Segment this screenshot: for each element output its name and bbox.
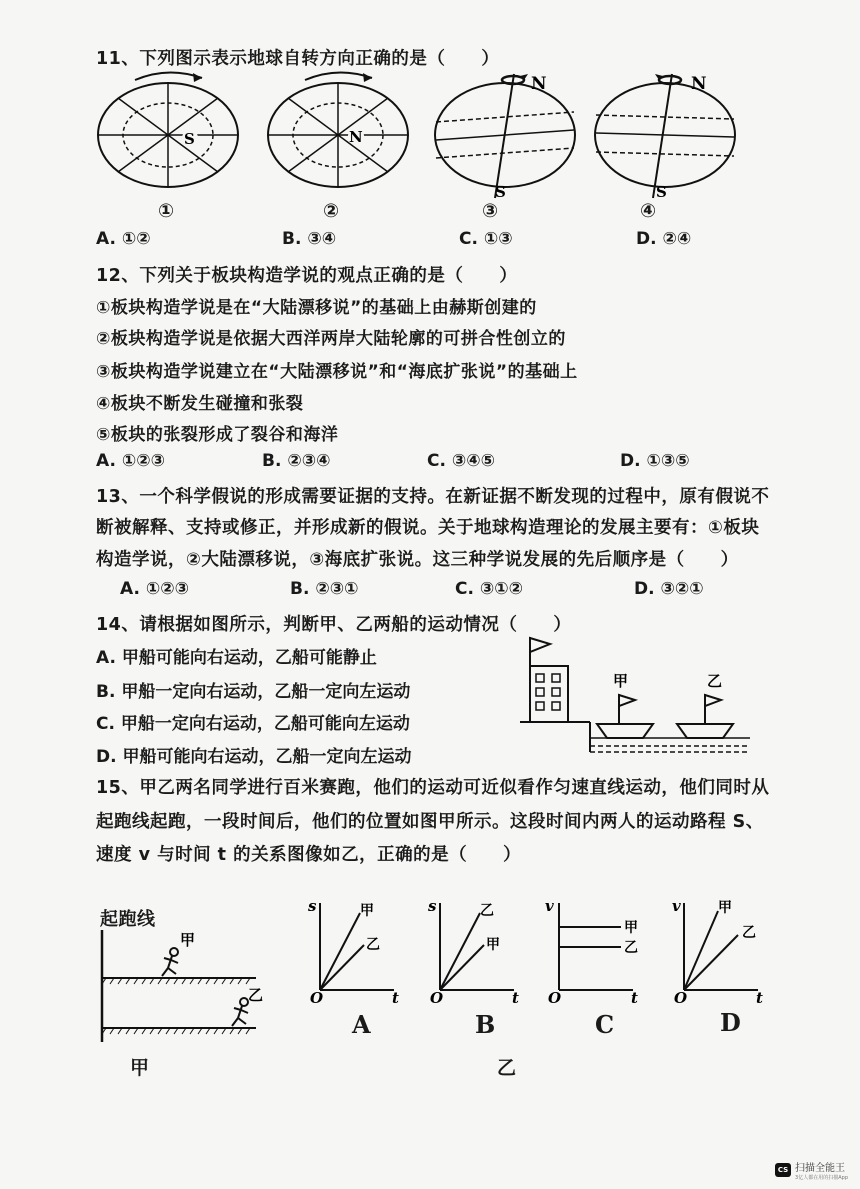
s-label: S <box>184 130 195 148</box>
q12-statement-5: ⑤板块的张裂形成了裂谷和海洋 <box>96 425 339 445</box>
graph-c <box>545 895 650 1005</box>
start-line-label: 起跑线 <box>100 909 156 930</box>
graph-c-letter[interactable]: C <box>595 1010 615 1039</box>
scanner-watermark <box>775 1159 848 1181</box>
graph-b <box>428 895 528 1005</box>
graph-a <box>308 895 408 1005</box>
figure-4-side-view <box>595 74 735 201</box>
q12-stem: 12、下列关于板块构造学说的观点正确的是（ ） <box>96 266 518 286</box>
svg-text:N: N <box>531 74 547 94</box>
fig-label-1: ① <box>158 200 175 222</box>
svg-text:t: t <box>512 989 519 1005</box>
q12-option-d[interactable]: D. ①③⑤ <box>620 451 690 471</box>
q13-stem-line-3: 构造学说，②大陆漂移说，③海底扩张说。这三种学说发展的先后顺序是（ ） <box>96 550 739 570</box>
runner-label-jia: 甲 <box>180 931 196 949</box>
svg-text:S: S <box>495 183 506 201</box>
svg-text:O: O <box>310 989 324 1005</box>
graph-c-upper-label: 甲 <box>624 920 638 936</box>
q13-stem-line-1: 13、一个科学假说的形成需要证据的支持。在新证据不断发现的过程中，原有假说不 <box>96 487 770 507</box>
q14-option-c[interactable]: C. 甲船一定向右运动，乙船可能向左运动 <box>96 714 410 734</box>
q11-option-a[interactable]: A. ①② <box>96 229 151 249</box>
svg-text:s: s <box>428 897 437 915</box>
fig-label-3: ③ <box>482 200 499 222</box>
graph-b-upper-label: 乙 <box>480 903 494 919</box>
figure-2-polar-n <box>268 72 408 187</box>
q12-statement-1: ①板块构造学说是在“大陆漂移说”的基础上由赫斯创建的 <box>96 298 537 318</box>
q13-option-c[interactable]: C. ③①② <box>455 579 524 599</box>
graph-d-lower-label: 乙 <box>742 925 756 941</box>
q11-option-c[interactable]: C. ①③ <box>459 229 513 249</box>
graph-b-lower-label: 甲 <box>486 937 500 953</box>
camscanner-logo: CS <box>775 1163 791 1177</box>
q11-option-b[interactable]: B. ③④ <box>282 229 337 249</box>
runner-jia <box>162 948 178 976</box>
caption-yi: 乙 <box>497 1057 517 1079</box>
watermark-name: 扫描全能王 <box>795 1163 846 1174</box>
race-figure <box>96 930 266 1045</box>
q14-option-d[interactable]: D. 甲船可能向右运动，乙船一定向左运动 <box>96 747 412 767</box>
svg-text:t: t <box>756 989 763 1005</box>
q13-option-b[interactable]: B. ②③① <box>290 579 359 599</box>
q13-stem-line-2: 断被解释、支持或修正，并形成新的假说。关于地球构造理论的发展主要有：①板块 <box>96 518 760 538</box>
q11-option-d[interactable]: D. ②④ <box>636 229 692 249</box>
svg-text:v: v <box>545 897 554 915</box>
graph-a-letter[interactable]: A <box>352 1010 371 1039</box>
figure-1-polar-s <box>98 72 238 187</box>
q15-stem-line-2: 起跑线起跑，一段时间后，他们的位置如图甲所示。这段时间内两人的运动路程 S、 <box>96 812 764 832</box>
q12-option-c[interactable]: C. ③④⑤ <box>427 451 496 471</box>
q12-option-b[interactable]: B. ②③④ <box>262 451 331 471</box>
q14-ships-figure <box>515 632 765 767</box>
graph-b-letter[interactable]: B <box>475 1010 496 1039</box>
graph-d-letter[interactable]: D <box>720 1008 741 1037</box>
ship-label-jia: 甲 <box>613 672 629 690</box>
graph-c-lower-label: 乙 <box>624 940 638 956</box>
graph-d <box>672 895 772 1005</box>
fig-label-2: ② <box>323 200 340 222</box>
q12-statement-3: ③板块构造学说建立在“大陆漂移说”和“海底扩张说”的基础上 <box>96 362 578 382</box>
svg-text:N: N <box>691 74 707 94</box>
graph-d-upper-label: 甲 <box>718 900 732 916</box>
q12-statement-4: ④板块不断发生碰撞和张裂 <box>96 394 304 414</box>
ship-label-yi: 乙 <box>707 672 723 690</box>
svg-text:S: S <box>656 183 667 201</box>
q15-stem-line-3: 速度 v 与时间 t 的关系图像如乙，正确的是（ ） <box>96 845 522 865</box>
runner-yi <box>232 998 248 1026</box>
graph-a-upper-label: 甲 <box>360 903 374 919</box>
watermark-sub: 3亿人都在用的扫描App <box>795 1175 848 1181</box>
figure-3-side-view <box>435 74 575 201</box>
q12-option-a[interactable]: A. ①②③ <box>96 451 166 471</box>
q14-option-a[interactable]: A. 甲船可能向右运动，乙船可能静止 <box>96 648 377 668</box>
n-label: N <box>349 128 363 146</box>
svg-text:s: s <box>308 897 317 915</box>
q15-stem-line-1: 15、甲乙两名同学进行百米赛跑，他们的运动可近似看作匀速直线运动，他们同时从 <box>96 778 770 798</box>
caption-jia: 甲 <box>130 1057 150 1079</box>
ship-jia <box>597 672 653 738</box>
svg-text:O: O <box>674 989 688 1005</box>
svg-text:t: t <box>392 989 399 1005</box>
q12-statement-2: ②板块构造学说是依据大西洋两岸大陆轮廓的可拼合性创立的 <box>96 329 566 349</box>
q13-option-a[interactable]: A. ①②③ <box>120 579 190 599</box>
svg-text:O: O <box>548 989 562 1005</box>
q13-option-d[interactable]: D. ③②① <box>634 579 704 599</box>
ship-yi <box>677 672 733 738</box>
graph-a-lower-label: 乙 <box>366 937 380 953</box>
runner-label-yi: 乙 <box>248 986 264 1004</box>
fig-label-4: ④ <box>640 200 657 222</box>
svg-text:O: O <box>430 989 444 1005</box>
svg-text:t: t <box>631 989 638 1005</box>
q14-option-b[interactable]: B. 甲船一定向右运动，乙船一定向左运动 <box>96 682 411 702</box>
q14-stem: 14、请根据如图所示，判断甲、乙两船的运动情况（ ） <box>96 615 572 635</box>
svg-text:v: v <box>672 897 681 915</box>
q11-stem: 11、下列图示表示地球自转方向正确的是（ ） <box>96 49 500 69</box>
